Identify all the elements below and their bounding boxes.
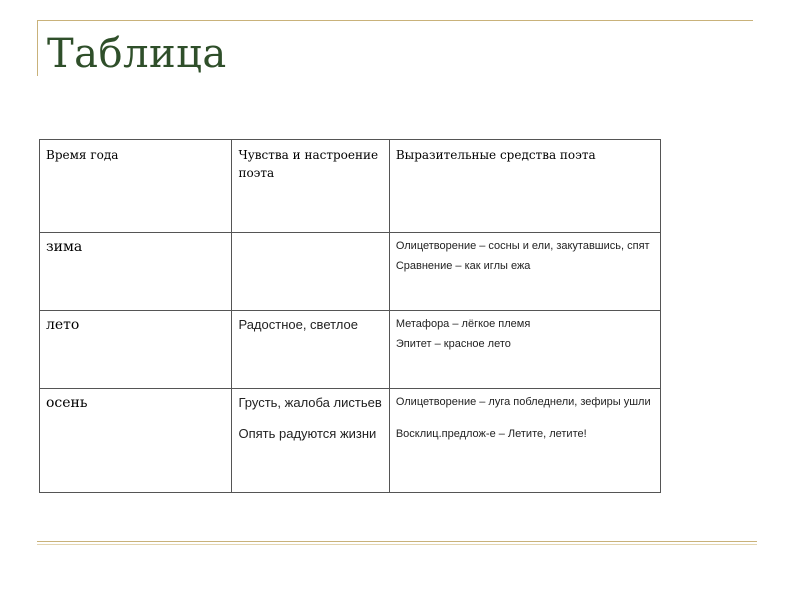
feelings-item: Грусть, жалоба листьев (238, 395, 382, 410)
feelings-cell (232, 389, 389, 493)
means-item: Метафора – лёгкое племя (395, 318, 531, 330)
header-means: Выразительные средства поэта (389, 140, 660, 233)
table-row-winter (40, 233, 661, 311)
means-item: Восклиц.предлож-е – Летите, летите! (395, 427, 587, 440)
decorative-bottom-line (37, 541, 757, 542)
means-cell (389, 311, 660, 389)
header-season: Время года (40, 140, 232, 233)
season-cell: лето (40, 311, 232, 389)
means-cell (389, 233, 660, 311)
table-header-row (40, 140, 661, 233)
means-item: Олицетворение – луга побледнели, зефиры ушли (395, 396, 651, 408)
feelings-cell (232, 311, 389, 389)
seasons-table (39, 139, 661, 493)
means-item: Олицетворение – сосны и ели, закутавшись, спят (395, 240, 650, 252)
feelings-item: Радостное, светлое (238, 317, 358, 332)
decorative-bottom-line-secondary (37, 544, 757, 545)
season-cell: осень (40, 389, 232, 493)
feelings-cell (232, 233, 389, 311)
decorative-top-line (37, 20, 753, 21)
table-row-autumn (40, 389, 661, 493)
means-item: Сравнение – как иглы ежа (395, 259, 531, 272)
slide-title: Таблица (47, 31, 227, 77)
means-cell (389, 389, 660, 493)
feelings-item: Опять радуются жизни (238, 425, 377, 441)
table-row-summer (40, 311, 661, 389)
season-cell: зима (40, 233, 232, 311)
means-item: Эпитет – красное лето (395, 337, 511, 350)
decorative-left-line (37, 20, 38, 76)
header-feelings: Чувства и настроение поэта (232, 140, 389, 233)
